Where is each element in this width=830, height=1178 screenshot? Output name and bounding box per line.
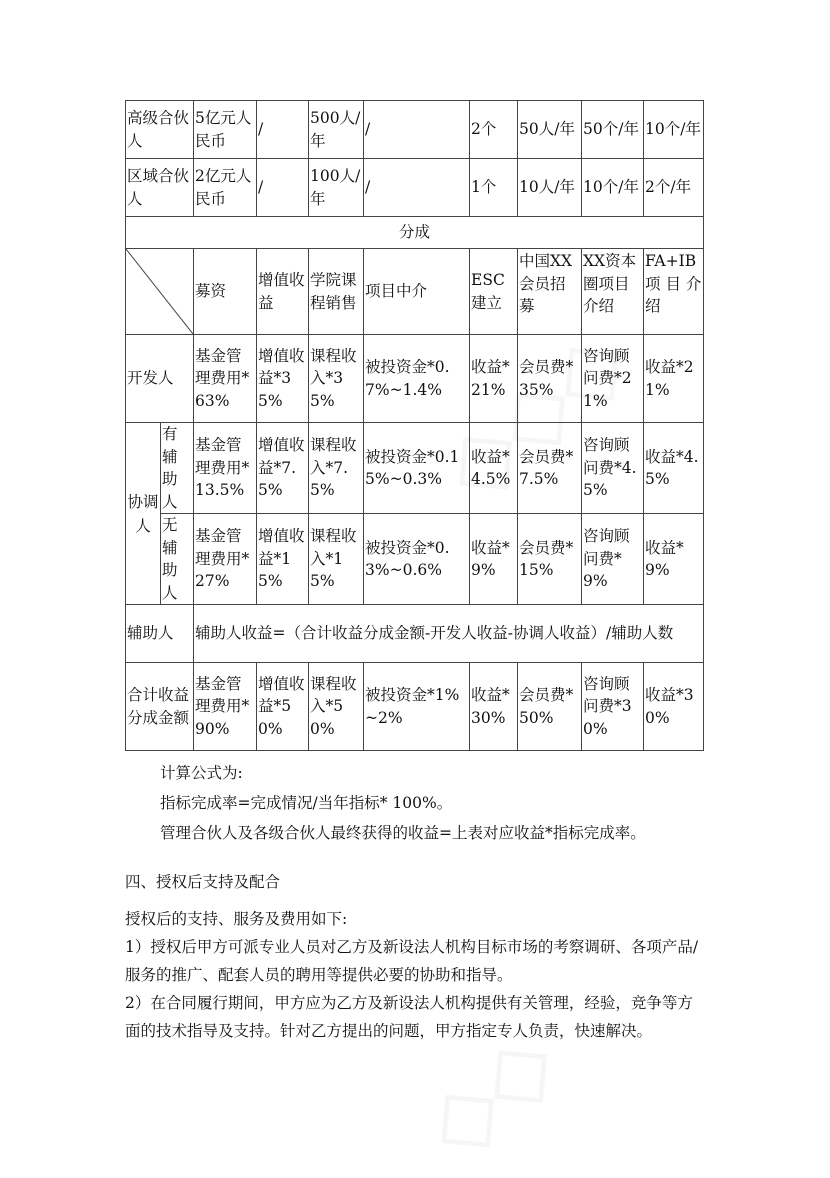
sub-row-label: 有辅助人 <box>161 423 194 514</box>
table-cell: 2个 <box>470 101 518 159</box>
table-cell: 会员费*7.5% <box>518 423 582 514</box>
paragraph: 2）在合同履行期间，甲方应为乙方及新设法人机构提供有关管理，经验，竞争等方面的技术指导及支持。针对乙方提出的问题，甲方指定专人负责，快速解决。 <box>125 994 693 1040</box>
table-cell: 课程收入*50% <box>309 663 364 751</box>
table-cell: 增值收益*15% <box>257 514 309 605</box>
table-cell: 50个/年 <box>582 101 644 159</box>
table-cell: 收益*9% <box>644 514 704 605</box>
column-header: 增值收益 <box>257 249 309 335</box>
formula-line: 管理合伙人及各级合伙人最终获得的收益=上表对应收益*指标完成率。 <box>160 824 646 842</box>
column-header: 项目中介 <box>364 249 470 335</box>
table-cell: 课程收入*15% <box>309 514 364 605</box>
table-cell: 被投资金*1%~2% <box>364 663 470 751</box>
table-cell: 基金管理费用*27% <box>194 514 257 605</box>
coordinator-label: 协调人 <box>126 423 161 605</box>
table-cell: 会员费*15% <box>518 514 582 605</box>
table-row-senior <box>126 101 704 159</box>
body-paragraphs <box>125 905 705 1045</box>
row-label: 高级合伙人 <box>126 101 194 159</box>
table-cell: 10人/年 <box>518 159 582 217</box>
table-cell: 10个/年 <box>644 101 704 159</box>
paragraph: 1）授权后甲方可派专业人员对乙方及新设法人机构目标市场的考察调研、各项产品/服务的推广、配套人员的聘用等提供必要的协助和指导。 <box>125 938 699 984</box>
table-cell: 5亿元人民币 <box>194 101 257 159</box>
table-row-split-title <box>126 217 704 249</box>
diagonal-line-icon <box>126 249 193 334</box>
table-cell: 2亿元人民币 <box>194 159 257 217</box>
table-cell: 收益*30% <box>470 663 518 751</box>
table-cell: 基金管理费用*63% <box>194 335 257 423</box>
table-row-coordinator-without-assist <box>126 514 704 605</box>
section-title: 四、授权后支持及配合 <box>125 873 281 891</box>
row-label: 开发人 <box>126 335 194 423</box>
table-cell: 收益*4.5% <box>644 423 704 514</box>
table-cell: 收益*4.5% <box>470 423 518 514</box>
table-cell: 咨询顾问费*30% <box>582 663 644 751</box>
table-cell: / <box>257 159 309 217</box>
table-cell: 课程收入*35% <box>309 335 364 423</box>
split-table <box>125 100 704 751</box>
diagonal-header-cell <box>126 249 194 335</box>
row-label: 区域合伙人 <box>126 159 194 217</box>
table-cell: / <box>364 159 470 217</box>
table-cell: 课程收入*7.5% <box>309 423 364 514</box>
table-cell: 收益*9% <box>470 514 518 605</box>
paragraph: 授权后的支持、服务及费用如下: <box>125 910 348 928</box>
table-cell: / <box>257 101 309 159</box>
table-cell: 1个 <box>470 159 518 217</box>
formula-line: 计算公式为: <box>160 764 243 782</box>
table-cell: 收益*21% <box>470 335 518 423</box>
table-cell: 增值收益*50% <box>257 663 309 751</box>
table-cell: 被投资金*0.7%~1.4% <box>364 335 470 423</box>
formula-block <box>160 758 646 848</box>
row-label: 辅助人 <box>126 605 194 663</box>
table-cell: 增值收益*7.5% <box>257 423 309 514</box>
column-header: 中国XX会员招募 <box>518 249 582 335</box>
sub-row-label: 无辅助人 <box>161 514 194 605</box>
table-row-developer <box>126 335 704 423</box>
table-cell: 咨询顾问费*9% <box>582 514 644 605</box>
table-cell: 咨询顾问费*4.5% <box>582 423 644 514</box>
assistant-formula: 辅助人收益=（合计收益分成金额-开发人收益-协调人收益）/辅助人数 <box>194 605 704 663</box>
table-cell: 收益*21% <box>644 335 704 423</box>
table-row-total <box>126 663 704 751</box>
column-header: 募资 <box>194 249 257 335</box>
split-title: 分成 <box>126 217 704 249</box>
table-row-regional <box>126 159 704 217</box>
table-cell: 2个/年 <box>644 159 704 217</box>
table-cell: 增值收益*35% <box>257 335 309 423</box>
table-cell: 被投资金*0.3%~0.6% <box>364 514 470 605</box>
table-cell: 被投资金*0.15%~0.3% <box>364 423 470 514</box>
column-header: 学院课程销售 <box>309 249 364 335</box>
table-cell: 10个/年 <box>582 159 644 217</box>
formula-line: 指标完成率=完成情况/当年指标* 100%。 <box>160 794 453 812</box>
column-header: ESC建立 <box>470 249 518 335</box>
table-cell: 收益*30% <box>644 663 704 751</box>
row-label: 合计收益分成金额 <box>126 663 194 751</box>
table-cell: 会员费*35% <box>518 335 582 423</box>
table-cell: 基金管理费用*90% <box>194 663 257 751</box>
column-header: XX资本圈项目介绍 <box>582 249 644 335</box>
column-header: FA+IB 项 目 介绍 <box>644 249 704 335</box>
table-cell: 咨询顾问费*21% <box>582 335 644 423</box>
table-row-headers <box>126 249 704 335</box>
table-cell: 100人/年 <box>309 159 364 217</box>
table-cell: 500人/年 <box>309 101 364 159</box>
table-cell: 50人/年 <box>518 101 582 159</box>
table-cell: 会员费*50% <box>518 663 582 751</box>
table-row-assistant <box>126 605 704 663</box>
table-row-coordinator-with-assist <box>126 423 704 514</box>
table-cell: / <box>364 101 470 159</box>
table-cell: 基金管理费用*13.5% <box>194 423 257 514</box>
